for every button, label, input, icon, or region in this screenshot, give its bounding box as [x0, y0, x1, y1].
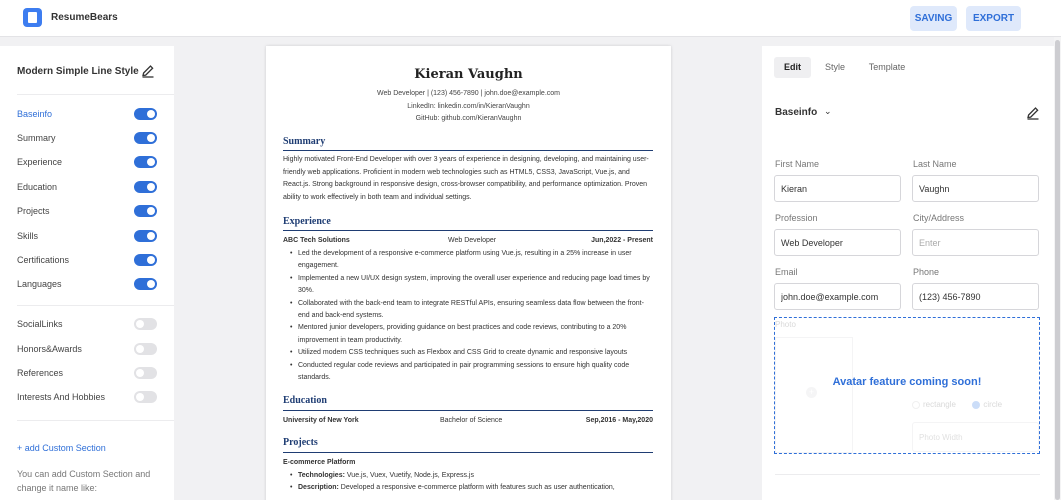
experience-company: ABC Tech Solutions	[283, 237, 350, 244]
divider	[775, 474, 1040, 475]
section-toggle-education[interactable]	[17, 181, 157, 195]
section-toggle-experience[interactable]	[17, 156, 157, 170]
heading-rule	[283, 410, 653, 411]
saving-button[interactable]: SAVING	[910, 6, 957, 31]
section-label: Projects	[17, 206, 50, 216]
toggle-switch[interactable]	[134, 156, 157, 168]
experience-dates: Jun,2022 - Present	[591, 237, 653, 244]
section-toggle-interests-hobbies[interactable]	[17, 391, 157, 405]
toggle-switch[interactable]	[134, 278, 157, 290]
resume-github-line: GitHub: github.com/KieranVaughn	[415, 115, 522, 122]
avatar-coming-soon-overlay	[774, 317, 1040, 454]
section-label: Summary	[17, 133, 56, 143]
toggle-switch[interactable]	[134, 108, 157, 120]
toggle-switch[interactable]	[134, 343, 157, 355]
resumebears-logo-icon[interactable]	[23, 8, 42, 27]
education-heading: Education	[283, 395, 327, 406]
first-name-field[interactable]	[774, 175, 901, 202]
toggle-switch[interactable]	[134, 318, 157, 330]
section-label: References	[17, 368, 64, 378]
section-label: Skills	[17, 231, 39, 241]
chevron-down-icon[interactable]: ⌄	[824, 106, 832, 116]
profession-field[interactable]	[774, 229, 901, 256]
heading-rule	[283, 230, 653, 231]
section-toggle-sociallinks[interactable]	[17, 318, 157, 332]
profession-label: Profession	[775, 213, 818, 223]
divider	[17, 94, 174, 95]
section-label: Education	[17, 182, 58, 192]
tab-template[interactable]: Template	[868, 62, 906, 72]
section-toggle-honors-awards[interactable]	[17, 343, 157, 357]
tab-edit[interactable]: Edit	[774, 57, 811, 78]
section-toggle-certifications[interactable]	[17, 254, 157, 268]
city-label: City/Address	[913, 213, 965, 223]
phone-field[interactable]	[912, 283, 1039, 310]
education-school: University of New York	[283, 417, 359, 424]
summary-text: Highly motivated Front-End Developer with over 3 years of experience in designing, developing, and maintaining user-friendly web applications. Proficient in modern web technologies such as HTML5, CSS3, JavaScript, Vue.js, and React.js. Strong background in responsive design, cross-browser compatibility, and performance optimization. Proven ability to work effectively in both team and individual settings.	[283, 156, 649, 201]
education-dates: Sep,2016 - May,2020	[585, 417, 653, 424]
section-label: Certifications	[17, 255, 70, 265]
toggle-switch[interactable]	[134, 391, 157, 403]
experience-heading: Experience	[283, 216, 331, 227]
resume-preview	[266, 46, 671, 500]
toggle-switch[interactable]	[134, 205, 157, 217]
phone-label: Phone	[913, 267, 940, 277]
top-bar	[0, 0, 1061, 37]
section-label: Baseinfo	[17, 109, 53, 119]
export-button[interactable]: EXPORT	[966, 6, 1021, 31]
edit-style-icon[interactable]	[141, 64, 155, 78]
last-name-field[interactable]	[912, 175, 1039, 202]
custom-section-hint: You can add Custom Section and change it name like:	[17, 469, 151, 493]
summary-heading: Summary	[283, 136, 326, 147]
section-toggle-baseinfo[interactable]	[17, 108, 157, 122]
brand-name: ResumeBears	[51, 12, 118, 23]
resume-contact-line: Web Developer | (123) 456-7890 | john.doe@example.com	[377, 90, 560, 97]
divider	[17, 305, 174, 306]
list-item	[283, 482, 653, 494]
section-toggle-projects[interactable]	[17, 205, 157, 219]
project-name: E-commerce Platform	[283, 459, 356, 466]
list-item	[283, 470, 653, 482]
experience-entry-header	[283, 237, 653, 247]
project-tech-label: Technologies:	[298, 472, 345, 479]
divider	[17, 420, 174, 421]
section-toggle-references[interactable]	[17, 367, 157, 381]
education-entry-header	[283, 417, 653, 427]
section-toggle-skills[interactable]	[17, 230, 157, 244]
section-label: SocialLinks	[17, 319, 63, 329]
section-select[interactable]: Baseinfo	[775, 107, 818, 118]
toggle-switch[interactable]	[134, 230, 157, 242]
edit-panel	[762, 46, 1054, 500]
project-tech: Vue.js, Vuex, Vuetify, Node.js, Express.js	[346, 472, 474, 479]
experience-role: Web Developer	[448, 237, 497, 244]
section-label: Experience	[17, 157, 63, 167]
last-name-label: Last Name	[913, 159, 957, 169]
first-name-label: First Name	[775, 159, 820, 169]
toggle-switch[interactable]	[134, 132, 157, 144]
city-field[interactable]	[912, 229, 1039, 256]
project-desc: Developed a responsive e-commerce platform with features such as user authentication,	[340, 484, 615, 492]
projects-heading: Projects	[283, 437, 318, 448]
toggle-switch[interactable]	[134, 181, 157, 193]
email-label: Email	[775, 267, 798, 277]
list-item: • Implemented a new UI/UX design system, improving the overall user experience and reducing page load times by 30%.	[283, 273, 653, 298]
education-degree: Bachelor of Science	[440, 417, 503, 424]
email-field[interactable]	[774, 283, 901, 310]
section-label: Interests And Hobbies	[17, 392, 106, 402]
heading-rule	[283, 452, 653, 453]
scrollbar-thumb[interactable]	[1055, 40, 1060, 500]
project-bullets	[283, 470, 653, 495]
section-label: Honors&Awards	[17, 344, 82, 354]
tab-style[interactable]: Style	[824, 62, 845, 72]
section-toggle-summary[interactable]	[17, 132, 157, 146]
section-label: Languages	[17, 279, 62, 289]
project-desc-label: Description:	[298, 484, 339, 492]
add-custom-section-link[interactable]: + add Custom Section	[17, 443, 106, 453]
section-panel	[0, 46, 174, 500]
list-item: • Collaborated with the back-end team to integrate RESTful APIs, ensuring seamless data flow between the front-end and back-end systems.	[283, 298, 653, 323]
section-toggle-languages[interactable]	[17, 278, 157, 292]
list-item: • Conducted regular code reviews and participated in pair programming sessions to ensure high quality code standards.	[283, 360, 653, 385]
style-title: Modern Simple Line Style	[17, 66, 139, 77]
edit-section-icon[interactable]	[1026, 106, 1040, 120]
resume-linkedin-line: LinkedIn: linkedin.com/in/KieranVaughn	[407, 103, 530, 110]
list-item: • Utilized modern CSS techniques such as Flexbox and CSS Grid to create dynamic and responsive layouts	[283, 347, 653, 359]
heading-rule	[283, 150, 653, 151]
avatar-notice: Avatar feature coming soon!	[832, 376, 982, 388]
resume-name: Kieran Vaughn	[414, 67, 523, 82]
toggle-switch[interactable]	[134, 367, 157, 379]
experience-bullets	[283, 248, 653, 384]
toggle-switch[interactable]	[134, 254, 157, 266]
list-item: • Led the development of a responsive e-commerce platform using Vue.js, resulting in a 25% increase in user engagement.	[283, 248, 653, 273]
list-item: • Mentored junior developers, providing guidance on best practices and code reviews, contributing to a 20% improvement in team productivity.	[283, 322, 653, 347]
